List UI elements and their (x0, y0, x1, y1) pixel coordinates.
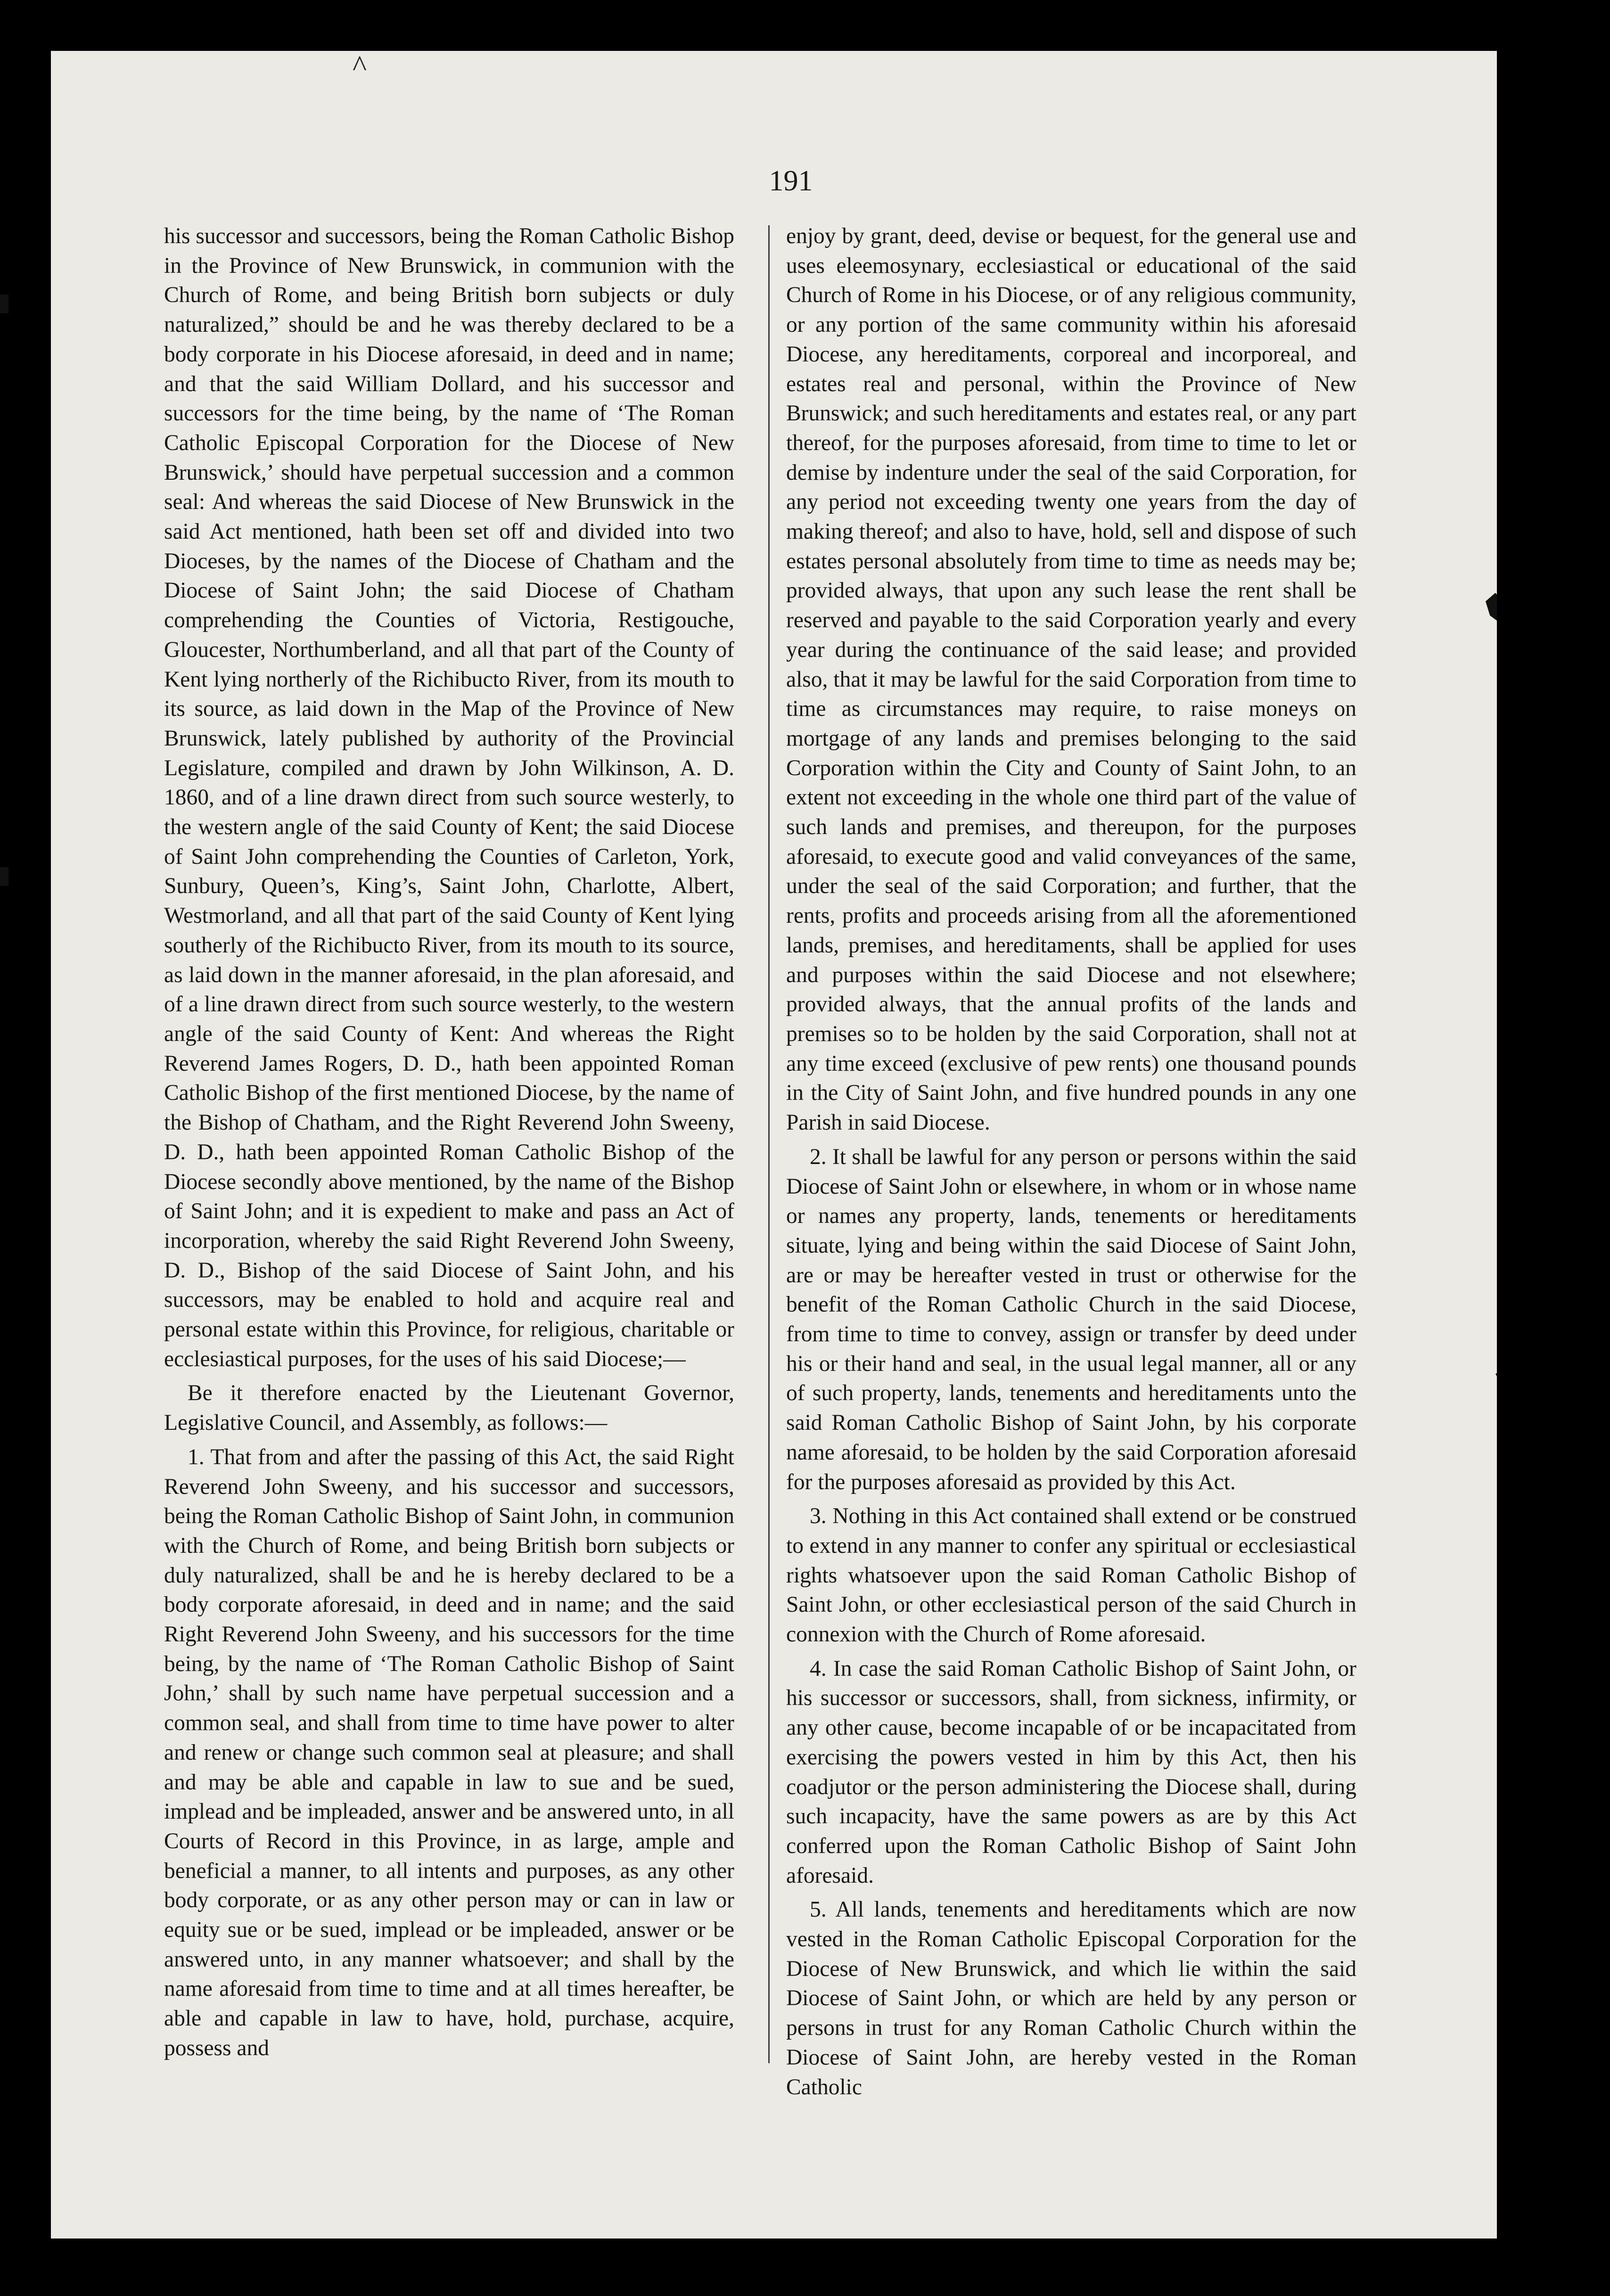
paragraph-section-1-continued: enjoy by grant, deed, devise or bequest, for the general use and uses eleemosynary, ecclesiastical or educational of the said Church of Rome in his Diocese, or of any religious community, or any portion of the same community within his aforesaid Diocese, any hereditaments, corporeal and incorporeal, and estates real and personal, within the Province of New Brunswick; and such hereditaments and estates real, or any part thereof, for the purposes aforesaid, from time to time to let or demise by indenture under the seal of the said Corporation, for any period not exceeding twenty one years from the day of making thereof; and also to have, hold, sell and dispose of such estates personal absolutely from time to time as needs may be; provided always, that upon any such lease the rent shall be reserved and payable to the said Corporation yearly and every year during the continuance of the said lease; and provided also, that it may be lawful for the said Corporation from time to time as circumstances may require, to raise moneys on mortgage of any lands and premises belonging to the said Corporation within the City and County of Saint John, to an extent not exceeding in the whole one third part of the value of such lands and premises, and thereupon, for the purposes aforesaid, to execute good and valid conveyances of the same, under the seal of the said Corporation; and further, that the rents, profits and proceeds arising from all the aforementioned lands, premises, and hereditaments, shall be applied for uses and purposes within the said Diocese and not elsewhere; provided always, that the annual profits of the lands and premises so to be holden by the said Corporation, shall not at any time exceed (exclusive of pew rents) one thousand pounds in the City of Saint John, and five hundred pounds in any one Parish in said Diocese. (786, 224, 1356, 1135)
margin-mark (1486, 593, 1497, 621)
column-divider (768, 225, 770, 2063)
scanned-page (51, 51, 1497, 2239)
paragraph-section-1: 1. That from and after the passing of this Act, the said Right Reverend John Sweeny, and his successor and successors, being the Roman Catholic Bishop of Saint John, in communion with the Church of Rome, and being British born subjects or duly naturalized, shall be and he is hereby declared to be a body corporate aforesaid, in deed and in name; and the said Right Reverend John Sweeny, and his successors for the time being, by the name of ‘The Roman Catholic Bishop of Saint John,’ shall by such name have perpetual succession and a common seal, and shall from time to time have power to alter and renew or change such common seal at pleasure; and shall and may be able and capable in law to sue and be sued, implead and be impleaded, answer and be answered unto, in all Courts of Record in this Province, in as large, ample and beneficial a manner, to all intents and purposes, as any other body corporate, or as any other person may or can in law or equity sue or be sued, implead or be impleaded, answer or be answered unto, in any manner whatsoever; and shall by the name aforesaid from time to time and at all times hereafter, be able and capable in law to have, hold, purchase, acquire, possess and (164, 1444, 734, 2060)
paragraph-section-2: 2. It shall be lawful for any person or persons within the said Diocese of Saint John or elsewhere, in whom or in whose name or names any property, lands, tenements or hereditaments situate, lying and being within the said Diocese of Saint John, are or may be hereafter vested in trust or otherwise for the benefit of the Roman Catholic Church in the said Diocese, from time to time to convey, assign or transfer by deed under his or their hand and seal, in the usual legal manner, all or any of such property, lands, tenements and hereditaments unto the said Roman Catholic Bishop of Saint John, by his corporate name aforesaid, to be holden by the said Corporation aforesaid for the purposes aforesaid as provided by this Act. (786, 1144, 1356, 1494)
caret-mark: ^ (353, 51, 367, 82)
margin-mark (1495, 1366, 1497, 1389)
paragraph-preamble: his successor and successors, being the Roman Catholic Bishop in the Province of New Brunswick, in communion with the Church of Rome, and being British born subjects or duly naturalized,” should be and he was thereby declared to be a body corporate in his Diocese aforesaid, in deed and in name; and that the said William Dollard, and his successor and successors for the time being, by the name of ‘The Roman Catholic Episcopal Corporation for the Diocese of New Brunswick,’ should have perpetual succession and a common seal: And whereas the said Diocese of New Brunswick in the said Act mentioned, hath been set off and divided into two Dioceses, by the names of the Diocese of Chatham and the Diocese of Saint John; the said Diocese of Chatham comprehending the Counties of Victoria, Restigouche, Gloucester, Northumberland, and all that part of the County of Kent lying northerly of the Richibucto River, from its mouth to its source, as laid down in the Map of the Province of New Brunswick, lately published by authority of the Provincial Legislature, compiled and drawn by John Wilkinson, A. D. 1860, and of a line drawn direct from such source westerly, to the western angle of the said County of Kent; the said Diocese of Saint John comprehending the Counties of Carleton, York, Sunbury, Queen’s, King’s, Saint John, Charlotte, Albert, Westmorland, and all that part of the said County of Kent lying southerly of the Richibucto River, from its mouth to its source, as laid down in the manner aforesaid, in the plan aforesaid, and of a line drawn direct from such source westerly, to the western angle of the said County of Kent: And whereas the Right Reverend James Rogers, D. D., hath been appointed Roman Catholic Bishop of the first mentioned Diocese, by the name of the Bishop of Chatham, and the Right Reverend John Sweeny, D. D., hath been appointed Roman Catholic Bishop of the Diocese secondly above mentioned, by the name of the Bishop of Saint John; and it is expedient to make and pass an Act of incorporation, whereby the said Right Reverend John Sweeny, D. D., Bishop of the said Diocese of Saint John, and his successors, may be enabled to hold and acquire real and personal estate within this Province, for religious, charitable or ecclesiastical purposes, for the uses of his said Diocese;— (164, 224, 734, 1371)
paragraph-section-3: 3. Nothing in this Act contained shall extend or be construed to extend in any manner to confer any spiritual or ecclesiastical rights whatsoever upon the said Roman Catholic Bishop of Saint John, or other ecclesiastical person of the said Church in connexion with the Church of Rome aforesaid. (786, 1504, 1356, 1647)
page-number: 191 (769, 165, 813, 197)
right-column (786, 221, 1356, 2102)
left-column (164, 221, 734, 2063)
paragraph-section-4: 4. In case the said Roman Catholic Bishop of Saint John, or his successor or successors, shall, from sickness, infirmity, or any other cause, become incapable of or be incapacitated from exercising the powers vested in him by this Act, then his coadjutor or the person administering the Diocese shall, during such incapacity, have the same powers as are by this Act conferred upon the Roman Catholic Bishop of Saint John aforesaid. (786, 1656, 1356, 1888)
scan-edge-mark (0, 295, 8, 313)
paragraph-enacting-clause: Be it therefore enacted by the Lieutenant Governor, Legislative Council, and Assembly, as follows:— (164, 1381, 734, 1435)
paragraph-section-5: 5. All lands, tenements and hereditaments which are now vested in the Roman Catholic Episcopal Corporation for the Diocese of New Brunswick, and which lie within the said Diocese of Saint John, or which are held by any person or persons in trust for any Roman Catholic Church within the Diocese of Saint John, are hereby vested in the Roman Catholic (786, 1897, 1356, 2099)
scan-edge-mark (0, 867, 8, 886)
